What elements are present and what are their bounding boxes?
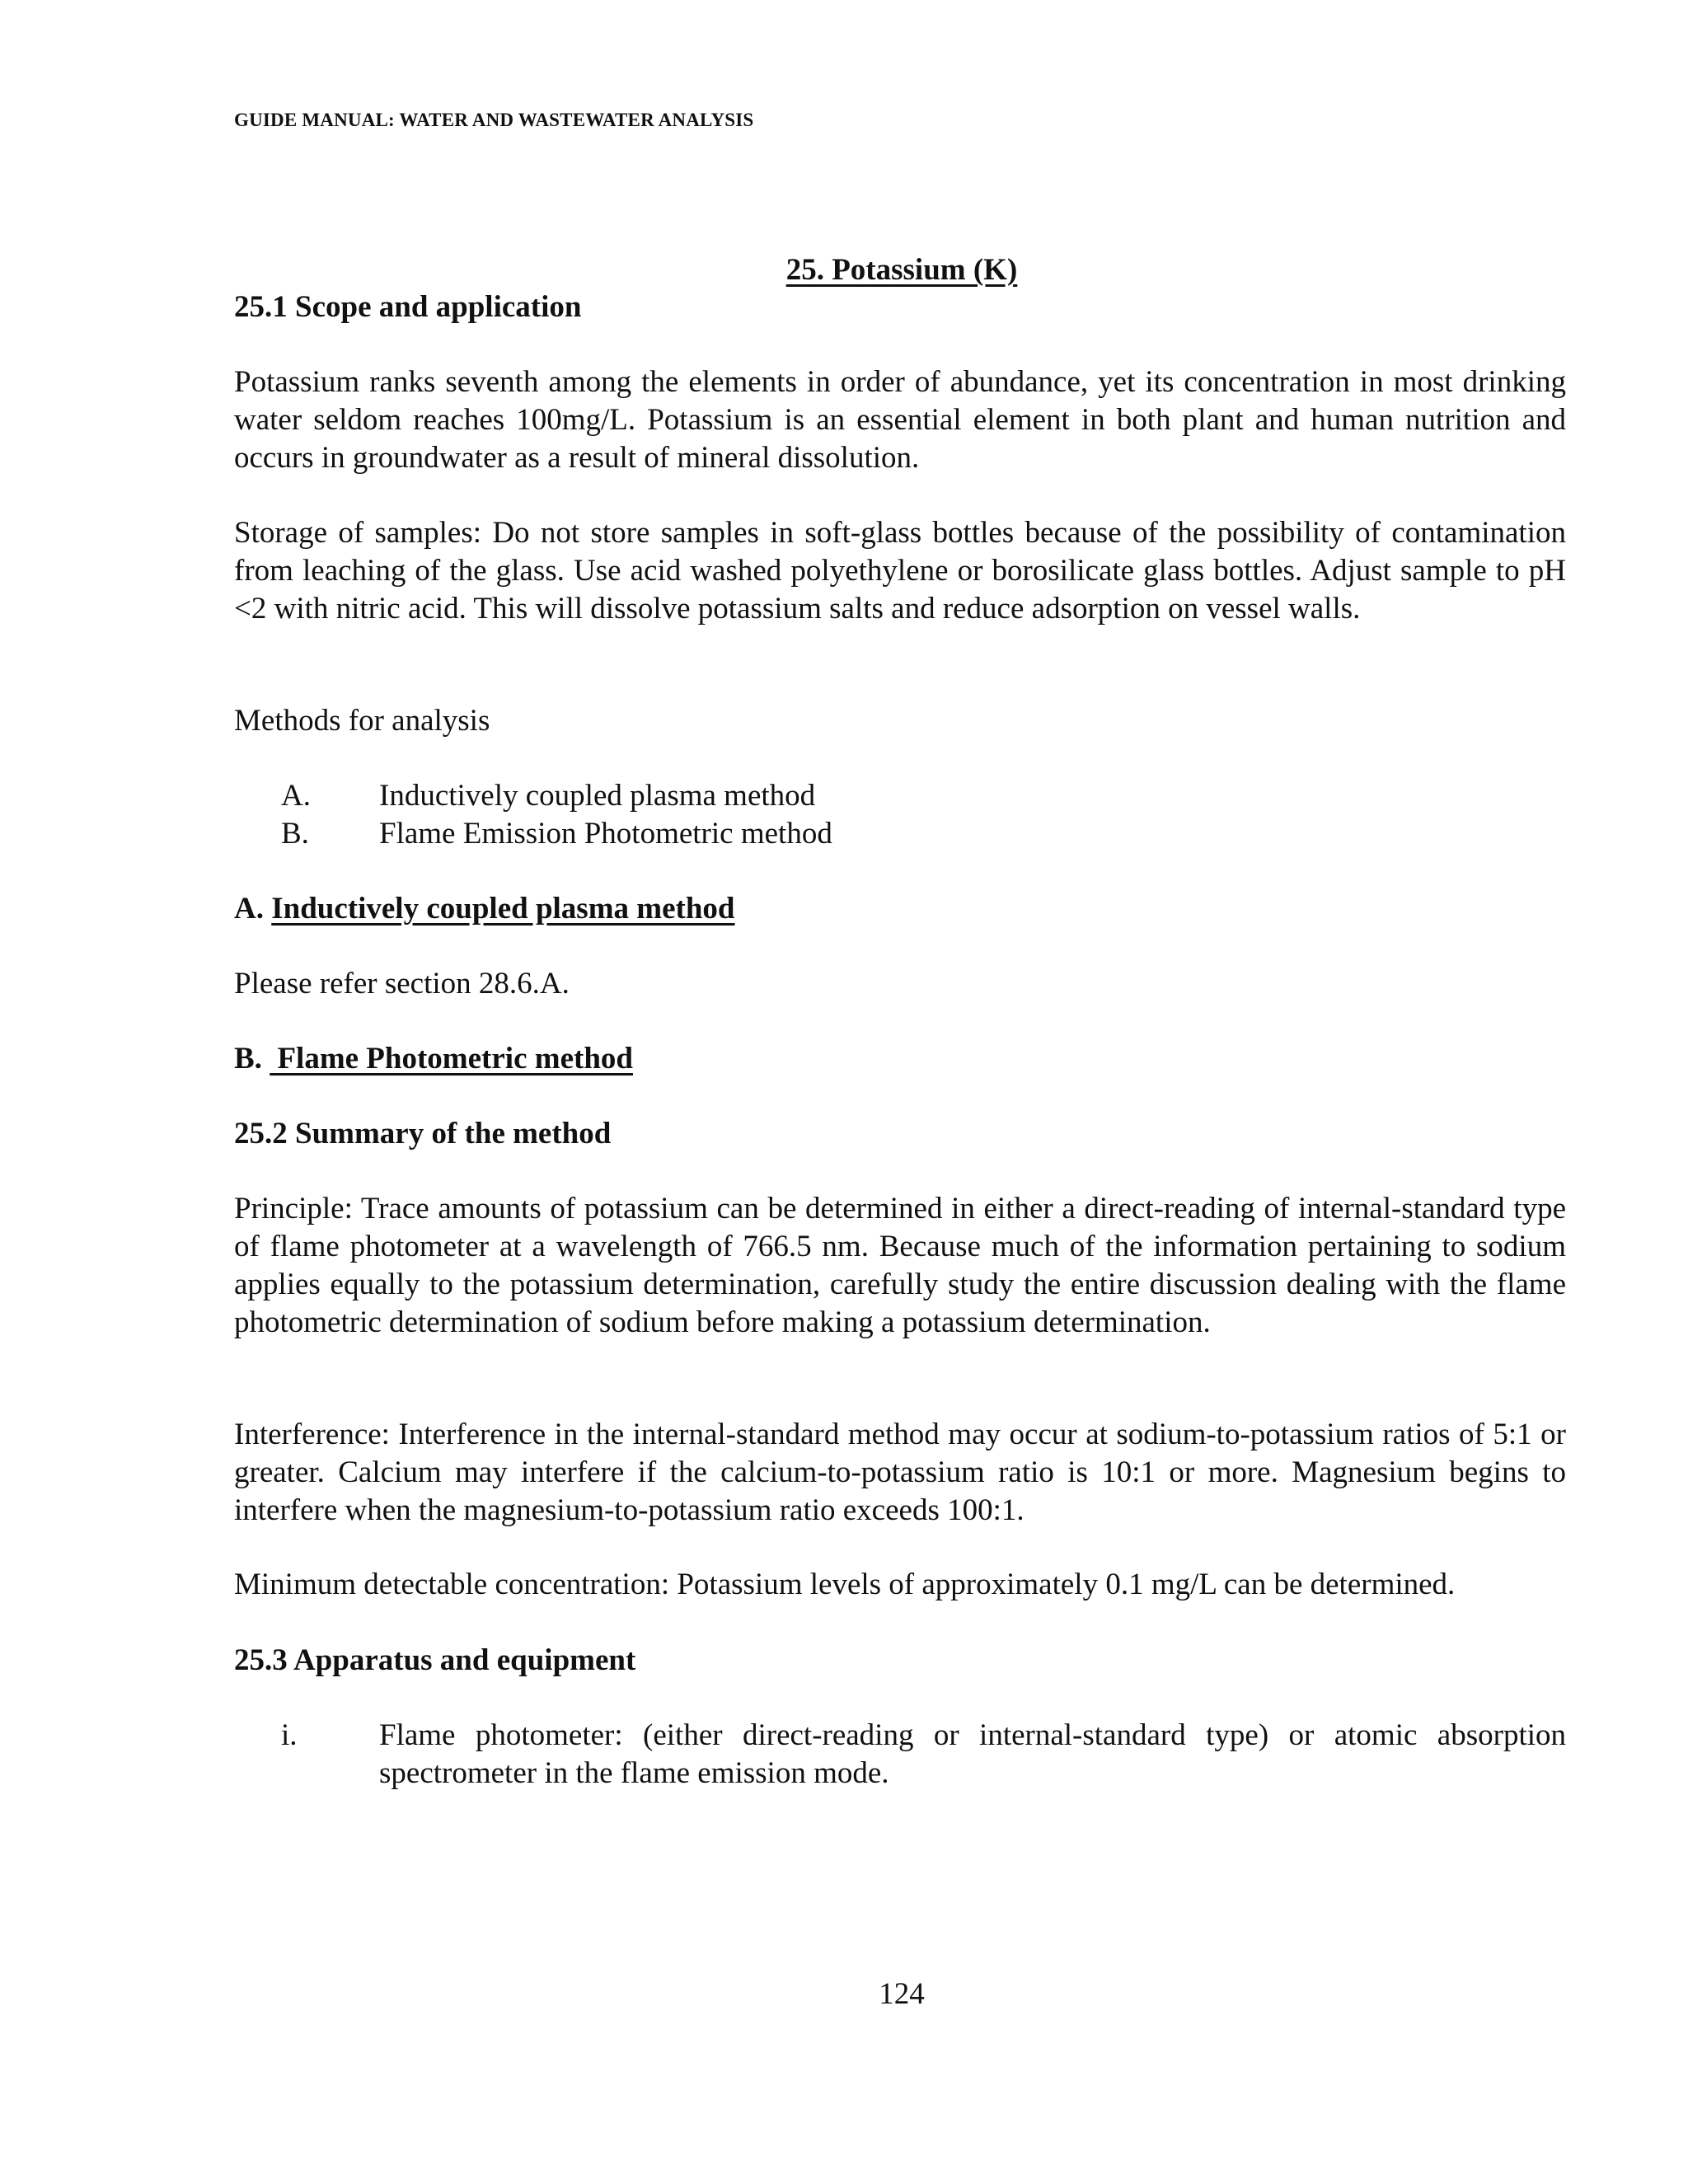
method-a-heading [234, 890, 1566, 928]
list-text: Inductively coupled plasma method [379, 779, 816, 813]
page-number: 124 [879, 1977, 925, 2011]
method-b-prefix: B. [234, 1042, 270, 1076]
method-a-prefix: A. [234, 892, 272, 926]
method-a-title: Inductively coupled plasma method [271, 892, 735, 926]
list-marker: i. [281, 1718, 298, 1752]
method-b-heading [234, 1040, 1566, 1078]
method-b-title: Flame Photometric method [270, 1042, 633, 1076]
methods-intro: Methods for analysis [234, 704, 490, 738]
list-marker: A. [281, 779, 311, 813]
section-heading-25-2: 25.2 Summary of the method [234, 1117, 612, 1151]
storage-paragraph: Storage of samples: Do not store samples in soft-glass bottles because of the possibility of contamination from leaching of the glass. Use acid washed polyethylene or borosilicate glass bottles. Adjust sample to pH <2 with nitric acid. This will dissolve potassium salts and reduce adsorption on vessel walls. [234, 516, 1566, 626]
method-a-reference: Please refer section 28.6.A. [234, 967, 570, 1001]
section-heading-25-1: 25.1 Scope and application [234, 290, 582, 324]
chapter-title: 25. Potassium (K) [785, 253, 1018, 287]
list-text: Flame Emission Photometric method [379, 817, 832, 851]
list-marker: B. [281, 817, 309, 851]
section-heading-25-3: 25.3 Apparatus and equipment [234, 1643, 636, 1677]
scope-paragraph: Potassium ranks seventh among the elements in order of abundance, yet its concentration in most drinking water seldom reaches 100mg/L. Potassium is an essential element in both plant and human nutrition and occurs in groundwater as a result of mineral dissolution. [234, 365, 1566, 475]
principle-paragraph: Principle: Trace amounts of potassium can be determined in either a direct-reading of internal-standard type of flame photometer at a wavelength of 766.5 nm. Because much of the information pertaining to sodium applies equally to the potassium determination, carefully study the entire discussion dealing with the flame photometric determination of sodium before making a potassium determination. [234, 1192, 1566, 1339]
minimum-detectable-paragraph: Minimum detectable concentration: Potassium levels of approximately 0.1 mg/L can be determined. [234, 1568, 1456, 1601]
running-header: GUIDE MANUAL: WATER AND WASTEWATER ANALYSIS [234, 110, 754, 130]
list-text: Flame photometer: (either direct-reading or internal-standard type) or atomic absorption spectrometer in the flame emission mode. [379, 1718, 1566, 1790]
interference-paragraph: Interference: Interference in the internal-standard method may occur at sodium-to-potassium ratios of 5:1 or greater. Calcium may interfere if the calcium-to-potassium ratio is 10:1 or more. Magnesium begins to interfere when the magnesium-to-potassium ratio exceeds 100:1. [234, 1418, 1566, 1527]
